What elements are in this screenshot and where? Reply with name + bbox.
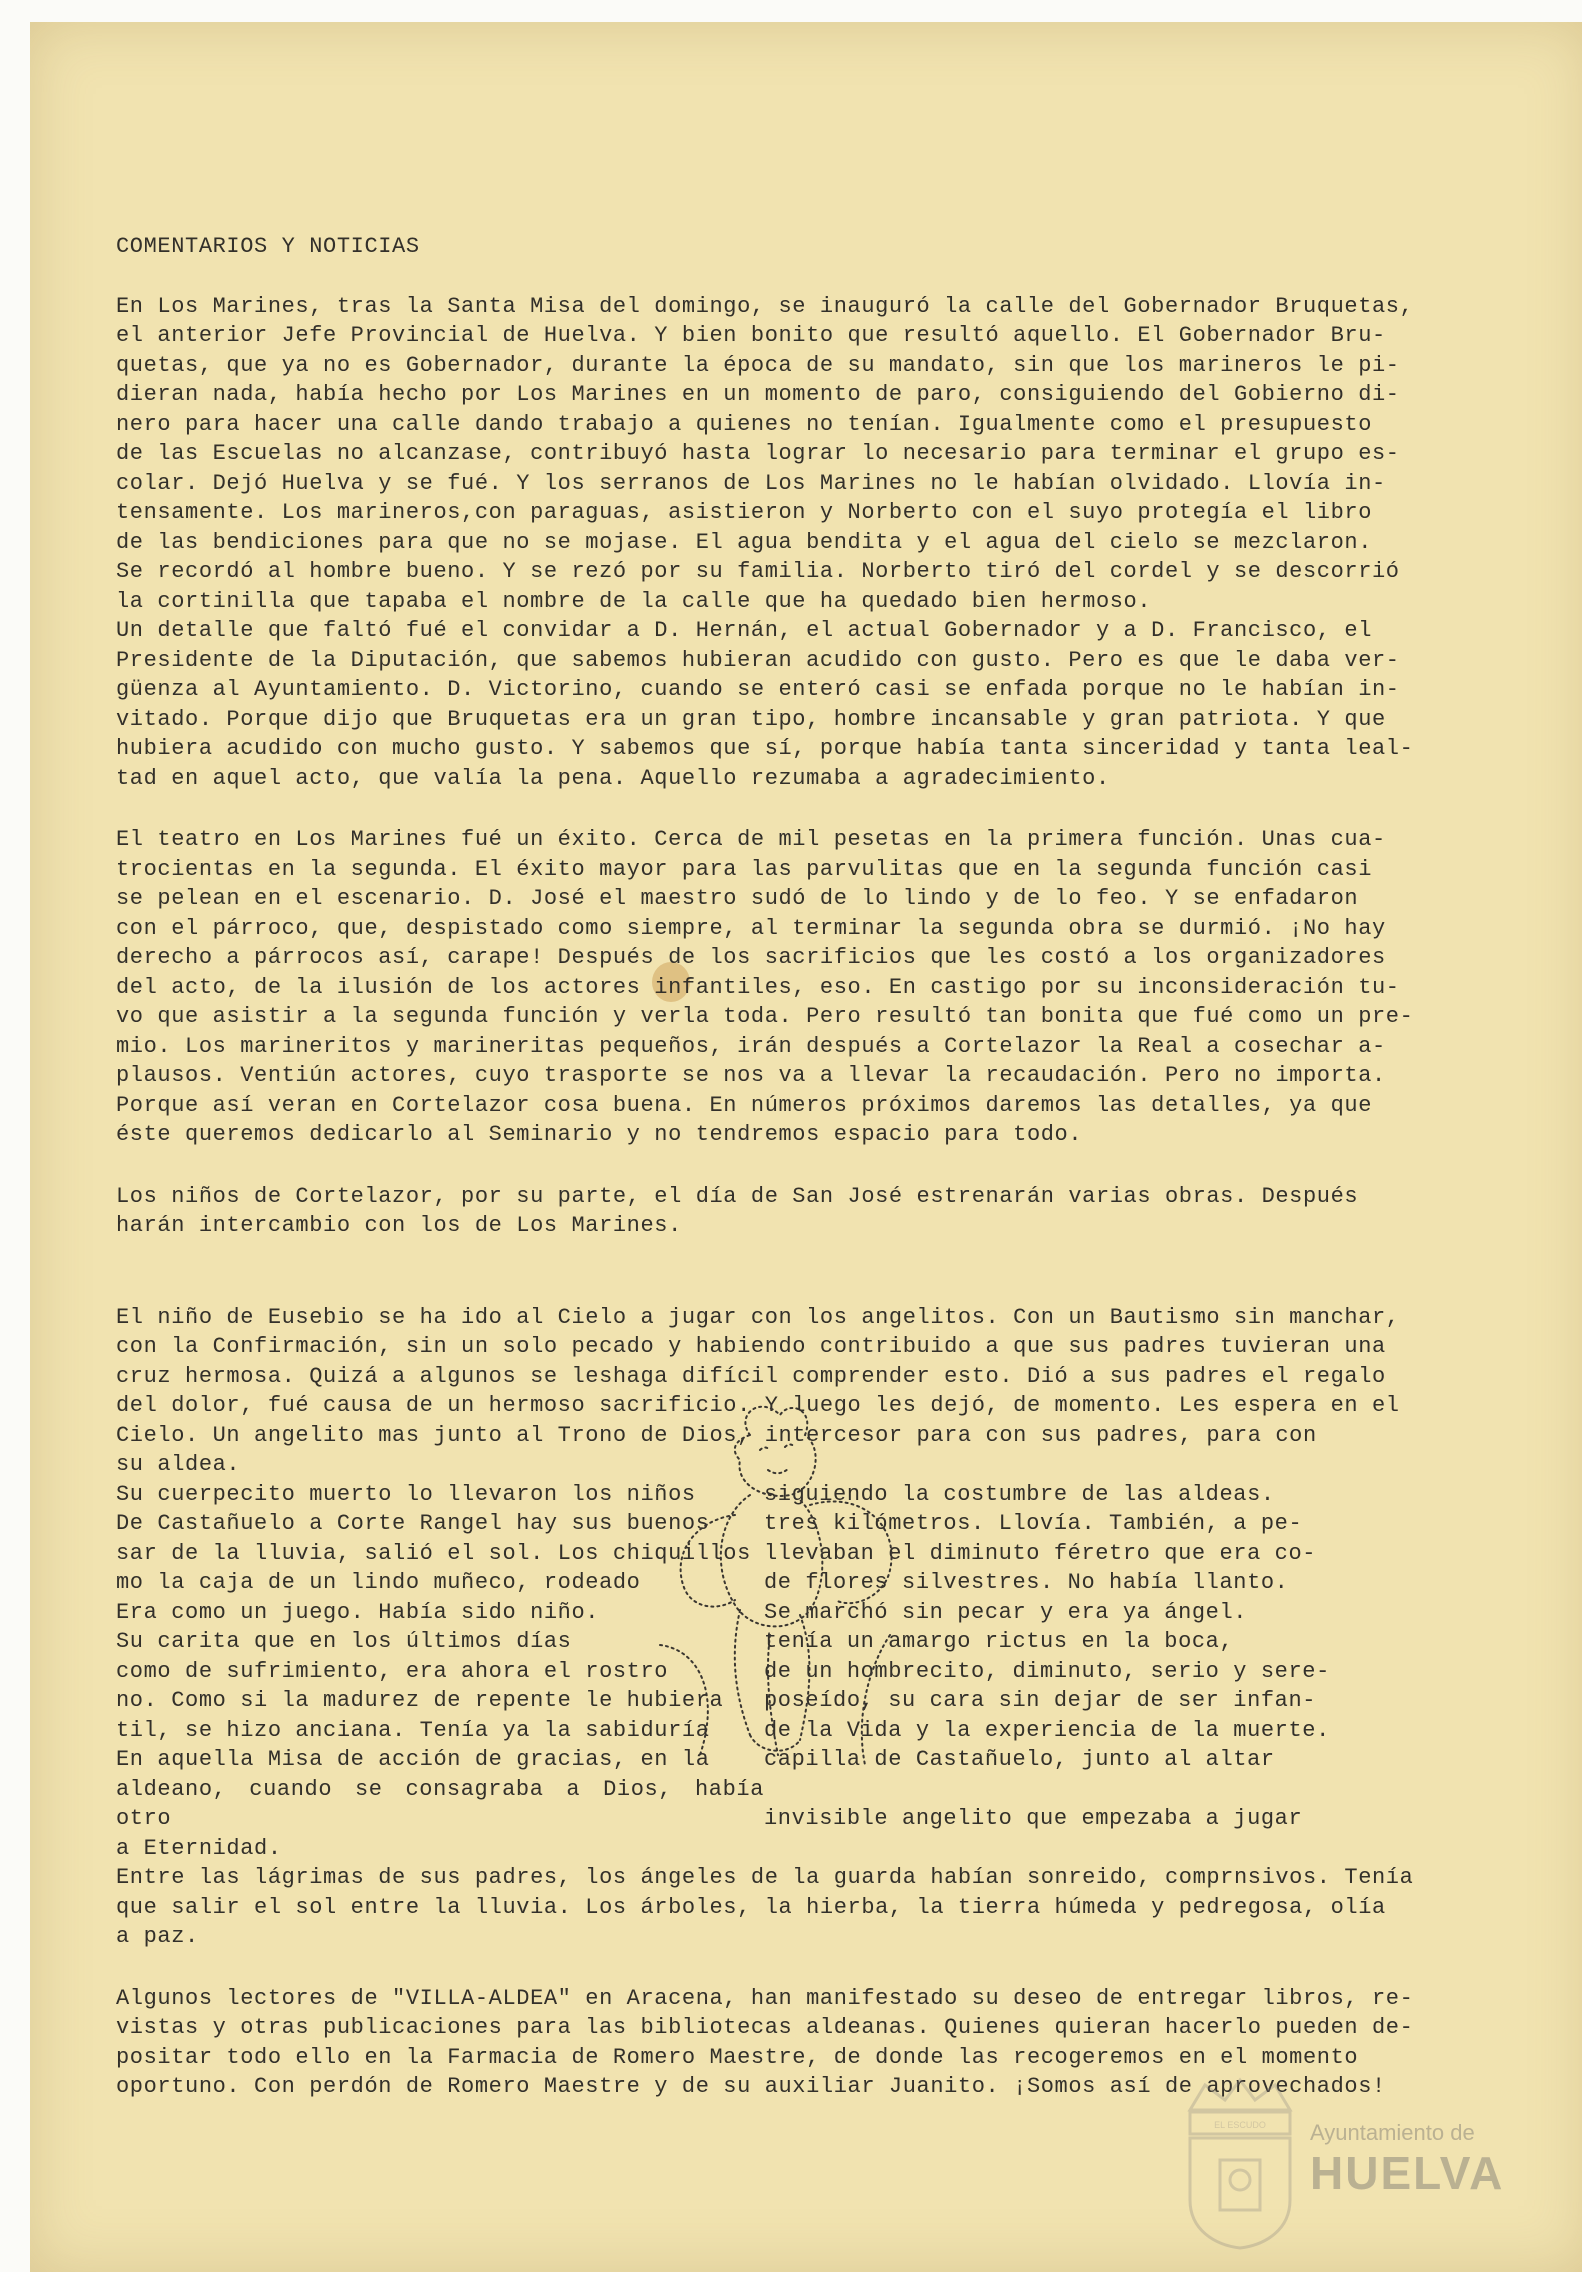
text-line: El teatro en Los Marines fué un éxito. Cerca de mil pesetas en la primera función. Unas cua-: [116, 827, 1386, 852]
text-column-left: En aquella Misa de acción de gracias, en la: [116, 1747, 710, 1772]
huelva-crest-logo: [1175, 2070, 1305, 2250]
text-line: quetas, que ya no es Gobernador, durante la época de su mandato, sin que los marineros le pi-: [116, 352, 1400, 378]
text-line: a Eternidad.: [116, 1835, 282, 1861]
watermark-line2: HUELVA: [1310, 2147, 1505, 2199]
text-line: vitado. Porque dijo que Bruquetas era un gran tipo, hombre incansable y gran patriota. Y que: [116, 706, 1386, 732]
text-column-left: Su carita que en los últimos días: [116, 1629, 572, 1654]
text-line: tensamente. Los marineros,con paraguas, asistieron y Norberto con el suyo protegía el libro: [116, 500, 1372, 525]
watermark-line1: Ayuntamiento de: [1310, 2120, 1475, 2145]
text-line: tad en aquel acto, que valía la pena. Aquello rezumaba a agradecimiento.: [116, 765, 1110, 791]
angel-illustration: [640, 1395, 920, 1785]
text-line: En Los Marines, tras la Santa Misa del domingo, se inauguró la calle del Gobernador Bruquetas,: [116, 293, 1414, 319]
text-line: mio. Los marineritos y marineritas pequeños, irán después a Cortelazor la Real a cosechar a-: [116, 1033, 1386, 1059]
text-column-right: de la Vida y la experiencia de la muerte.: [764, 1717, 1330, 1743]
text-column-right: Se marchó sin pecar y era ya ángel.: [764, 1599, 1248, 1625]
text-line: harán intercambio con los de Los Marines.: [116, 1213, 682, 1238]
text-line: Entre las lágrimas de sus padres, los ángeles de la guarda habían sonreido, comprnsivos. Tenía: [116, 1865, 1414, 1890]
text-column-left: mo la caja de un lindo muñeco, rodeado: [116, 1570, 641, 1595]
text-column-right: llevaban el diminuto féretro que era co-: [764, 1540, 1317, 1566]
text-column-right: invisible angelito que empezaba a jugar: [764, 1806, 1303, 1831]
text-column-left: Era como un juego. Había sido niño.: [116, 1599, 600, 1625]
text-column-left: no. Como si la madurez de repente le hubiera: [116, 1688, 724, 1713]
paragraph-bruquetas: [116, 292, 1496, 794]
text-line: Algunos lectores de "VILLA-ALDEA" en Aracena, han manifestado su deseo de entregar libros, re-: [116, 1985, 1414, 2011]
text-column-right: capilla de Castañuelo, junto al altar: [764, 1747, 1275, 1772]
text-line: vistas y otras publicaciones para las bibliotecas aldeanas. Quienes quieran hacerlo pueden de-: [116, 2015, 1414, 2040]
text-column-left: Su cuerpecito muerto lo llevaron los niños: [116, 1481, 696, 1507]
text-line: Cielo. Un angelito mas junto al Trono de Dios, intercesor para con sus padres, para con: [116, 1422, 1317, 1448]
text-line: que salir el sol entre la lluvia. Los árboles, la hierba, la tierra húmeda y pedregosa, olía: [116, 1894, 1386, 1920]
text-line: de las Escuelas no alcanzase, contribuyó hasta lograr lo necesario para terminar el grupo es-: [116, 441, 1400, 466]
text-line: se pelean en el escenario. D. José el maestro sudó de lo lindo y de lo feo. Y se enfadaron: [116, 886, 1359, 911]
text-line: del acto, de la ilusión de los actores infantiles, eso. En castigo por su inconsideración tu-: [116, 974, 1400, 1000]
text-column-left: sar de la lluvia, salió el sol. Los chiquillos: [116, 1540, 751, 1566]
text-line: de las bendiciones para que no se mojase. El agua bendita y el agua del cielo se mezclaron.: [116, 529, 1372, 555]
text-line: hubiera acudido con mucho gusto. Y sabemos que sí, porque había tanta sinceridad y tanta leal-: [116, 736, 1414, 761]
text-line: la cortinilla que tapaba el nombre de la calle que ha quedado bien hermoso.: [116, 588, 1152, 614]
ayuntamiento-watermark: [1310, 2120, 1550, 2200]
text-line: con el párroco, que, despistado como siempre, al terminar la segunda obra se durmió. ¡No hay: [116, 915, 1386, 941]
text-line: derecho a párrocos así, carape! Después de los sacrificios que les costó a los organizadores: [116, 945, 1386, 970]
text-line: Se recordó al hombre bueno. Y se rezó por su familia. Norberto tiró del cordel y se descorrió: [116, 559, 1400, 584]
text-line: El niño de Eusebio se ha ido al Cielo a jugar con los angelitos. Con un Bautismo sin manchar,: [116, 1304, 1400, 1330]
text-line: nero para hacer una calle dando trabajo a quienes no tenían. Igualmente como el presupuesto: [116, 411, 1372, 437]
text-line: plausos. Ventiún actores, cuyo trasporte se nos va a llevar la recaudación. Pero no importa.: [116, 1063, 1386, 1088]
document-body: [116, 232, 1496, 2102]
paragraph-cortelazor: [116, 1182, 1496, 1241]
crest-label: EL ESCUDO: [1214, 2120, 1266, 2130]
text-line: éste queremos dedicarlo al Seminario y no tendremos espacio para todo.: [116, 1122, 1083, 1147]
text-column-left: til, se hizo anciana. Tenía ya la sabiduría: [116, 1717, 710, 1743]
text-column-right: de flores silvestres. No había llanto.: [764, 1570, 1289, 1595]
text-column-right: tenía un amargo rictus en la boca,: [764, 1629, 1234, 1654]
text-line: cruz hermosa. Quizá a algunos se leshaga difícil comprender esto. Dió a sus padres el regalo: [116, 1363, 1386, 1389]
text-column-left: aldeano, cuando se consagraba a Dios, había otro: [116, 1776, 764, 1831]
text-line: Un detalle que faltó fué el convidar a D. Hernán, el actual Gobernador y a D. Francisco, el: [116, 618, 1372, 643]
text-line: trocientas en la segunda. El éxito mayor para las parvulitas que en la segunda función casi: [116, 856, 1372, 882]
text-line: güenza al Ayuntamiento. D. Victorino, cuando se enteró casi se enfada porque no le habían in-: [116, 677, 1400, 702]
text-column-left: como de sufrimiento, era ahora el rostro: [116, 1658, 669, 1684]
text-line: colar. Dejó Huelva y se fué. Y los serranos de Los Marines no le habían olvidado. Llovía in-: [116, 470, 1386, 496]
text-line: del dolor, fué causa de un hermoso sacrificio. Y luego les dejó, de momento. Les espera en el: [116, 1393, 1400, 1418]
document-heading: COMENTARIOS Y NOTICIAS: [116, 234, 420, 259]
text-column-left: De Castañuelo a Corte Rangel hay sus buenos: [116, 1511, 710, 1536]
text-line: dieran nada, había hecho por Los Marines en un momento de paro, consiguiendo del Gobierno di-: [116, 382, 1400, 407]
text-line: su aldea.: [116, 1452, 241, 1477]
text-line: Presidente de la Diputación, que sabemos hubieran acudido con gusto. Pero es que le daba ver-: [116, 647, 1400, 673]
text-line: positar todo ello en la Farmacia de Romero Maestre, de donde las recogeremos en el momento: [116, 2044, 1359, 2070]
text-column-right: tres kilómetros. Llovía. También, a pe-: [764, 1511, 1303, 1536]
text-line: con la Confirmación, sin un solo pecado y habiendo contribuido a que sus padres tuvieran una: [116, 1334, 1386, 1359]
text-column-right: de un hombrecito, diminuto, serio y sere-: [764, 1658, 1330, 1684]
text-line: a paz.: [116, 1924, 199, 1949]
text-line: Porque así veran en Cortelazor cosa buena. En números próximos daremos las detalles, ya que: [116, 1092, 1372, 1118]
text-line: Los niños de Cortelazor, por su parte, el día de San José estrenarán varias obras. Después: [116, 1183, 1359, 1209]
text-line: vo que asistir a la segunda función y verla toda. Pero resultó tan bonita que fué como un pre-: [116, 1004, 1414, 1029]
text-column-right: siguiendo la costumbre de las aldeas.: [764, 1481, 1275, 1507]
text-line: el anterior Jefe Provincial de Huelva. Y bien bonito que resultó aquello. El Gobernador Bru-: [116, 323, 1386, 348]
text-column-right: poseído, su cara sin dejar de ser infan-: [764, 1688, 1317, 1713]
text-line: oportuno. Con perdón de Romero Maestre y de su auxiliar Juanito. ¡Somos así de aprovechados!: [116, 2074, 1386, 2099]
paragraph-teatro: [116, 825, 1496, 1150]
